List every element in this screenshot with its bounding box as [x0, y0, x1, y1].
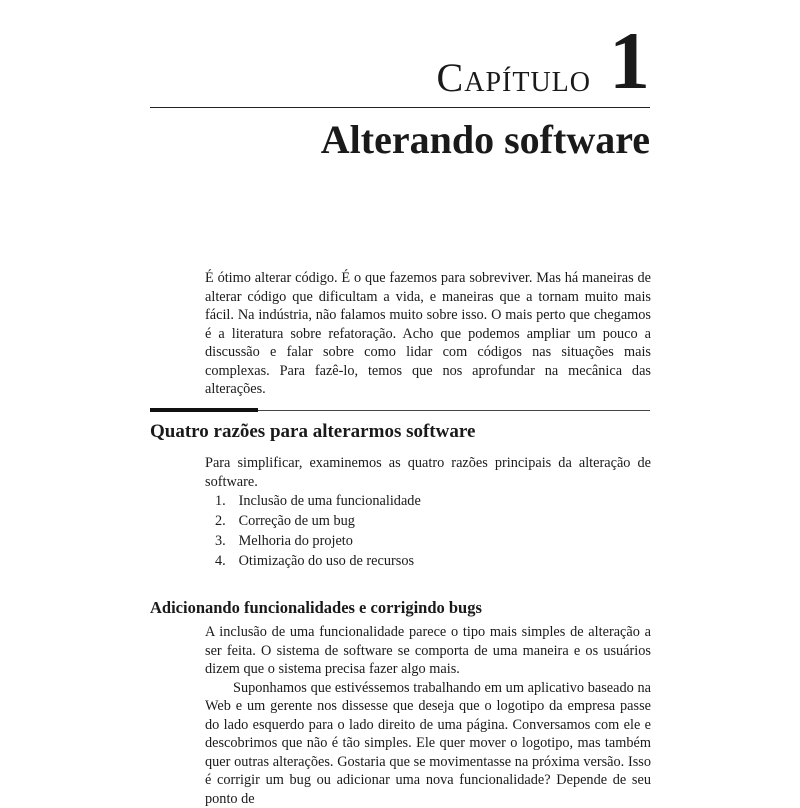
section-intro-paragraph: Para simplificar, examinemos as quatro razões principais da alteração de software. — [205, 454, 651, 491]
list-item — [215, 531, 421, 551]
chapter-label — [437, 22, 650, 102]
list-item — [215, 511, 421, 531]
list-item — [215, 551, 421, 571]
chapter-title: Alterando software — [321, 116, 650, 164]
subsection-body — [205, 623, 651, 808]
list-item-number: 1. — [215, 491, 235, 511]
list-item-number: 2. — [215, 511, 235, 531]
list-item-number: 4. — [215, 551, 235, 571]
chapter-word: Capítulo — [437, 58, 591, 102]
list-item-text: Inclusão de uma funcionalidade — [239, 493, 421, 509]
list-item-number: 3. — [215, 531, 235, 551]
reasons-list — [215, 491, 421, 571]
section-heading: Quatro razões para alterarmos software — [150, 420, 475, 445]
subsection-heading: Adicionando funcionalidades e corrigindo bugs — [150, 597, 482, 618]
chapter-number: 1 — [609, 20, 650, 102]
list-item-text: Melhoria do projeto — [239, 533, 353, 549]
list-item-text: Correção de um bug — [239, 513, 355, 529]
body-paragraph: Suponhamos que estivéssemos trabalhando em um aplicativo baseado na Web e um gerente nos dissesse que deseja que o logotipo da empresa passe do lado esquerdo para o lado direito de uma página. Conversamos com ele e descobrimos que não é tão simples. Ele quer mover o logotipo, mas também quer outras alterações. Gostaria que se movimentasse na próxima versão. Isso é corrigir um bug ou adicionar uma nova funcionalidade? Depende de seu ponto de — [205, 679, 651, 808]
chapter-divider — [150, 107, 650, 108]
list-item — [215, 491, 421, 511]
list-item-text: Otimização do uso de recursos — [239, 553, 414, 569]
intro-paragraph: É ótimo alterar código. É o que fazemos para sobreviver. Mas há maneiras de alterar código que dificultam a vida, e maneiras que a tornam muito mais fácil. Na indústria, não falamos muito sobre isso. O mais perto que chegamos é a literatura sobre refatoração. Acho que podemos ampliar um pouco a discussão e falar sobre como lidar com códigos nas situações mais complexas. Para fazê-lo, temos que nos aprofundar na mecânica das alterações. — [205, 269, 651, 399]
section-divider-accent — [150, 408, 258, 412]
body-paragraph: A inclusão de uma funcionalidade parece o tipo mais simples de alteração a ser feita. O sistema de software se comporta de uma maneira e os usuários dizem que o sistema precisa fazer algo mais. — [205, 623, 651, 679]
